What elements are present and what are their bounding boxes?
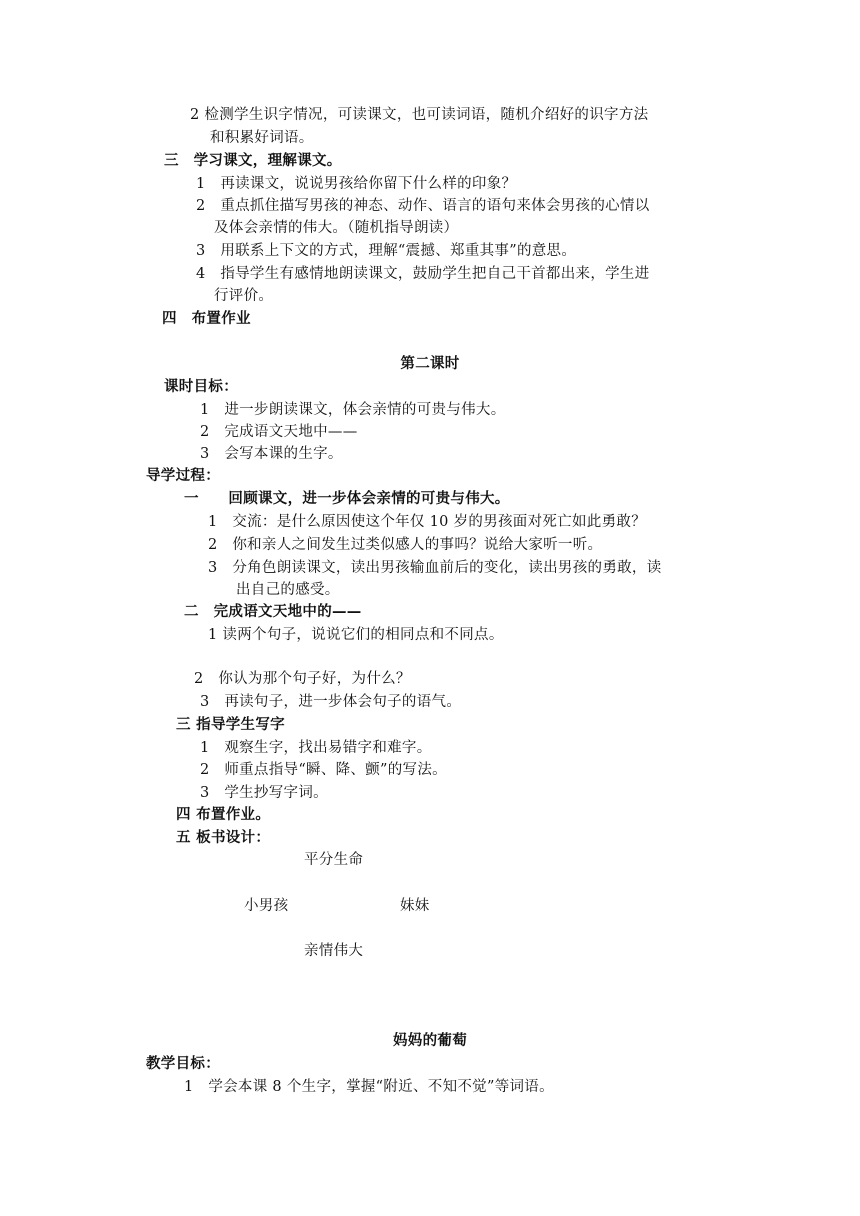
p1-item3-line2: 出自己的感受。 — [236, 582, 340, 598]
section3-title: 三 学习课文，理解课文。 — [164, 153, 342, 169]
p3-item3: 3 学生抄写字词。 — [200, 785, 328, 801]
p1-title: 一 回顾课文，进一步体会亲情的可贵与伟大。 — [184, 491, 510, 507]
p2-item1: 1 读两个句子，说说它们的相同点和不同点。 — [208, 627, 504, 643]
board-right: 妹妹 — [400, 898, 430, 914]
p3-title: 三 指导学生写字 — [176, 717, 285, 733]
board-bottom: 亲情伟大 — [304, 943, 364, 959]
p1-item3-line1: 3 分角色朗读课文，读出男孩输血前后的变化，读出男孩的勇敢，读 — [208, 560, 662, 576]
goal2: 2 完成语文天地中—— — [200, 424, 358, 440]
p4-title: 四 布置作业。 — [176, 807, 271, 823]
next-goals-label: 教学目标： — [146, 1056, 220, 1072]
process-label: 导学过程： — [146, 468, 220, 484]
p3-item2: 2 师重点指导“瞬、降、颤”的写法。 — [200, 762, 447, 778]
lesson2-heading: 第二课时 — [400, 356, 460, 372]
s3-item4-line1: 4 指导学生有感情地朗读课文，鼓励学生把自己干首都出来，学生进 — [196, 266, 650, 282]
p3-item1: 1 观察生字，找出易错字和难字。 — [200, 740, 432, 756]
next-lesson-title: 妈妈的葡萄 — [393, 1033, 467, 1049]
p1-item2: 2 你和亲人之间发生过类似感人的事吗？说给大家听一听。 — [208, 537, 603, 553]
s3-item3: 3 用联系上下文的方式，理解“震撼、郑重其事”的意思。 — [196, 243, 577, 259]
p2-item3: 3 再读句子，进一步体会句子的语气。 — [200, 694, 462, 710]
goal3: 3 会写本课的生字。 — [200, 446, 343, 462]
p1-item1: 1 交流：是什么原因使这个年仅 10 岁的男孩面对死亡如此勇敢？ — [208, 514, 646, 530]
s3-item2-line2: 及体会亲情的伟大。（随机指导朗读） — [214, 220, 459, 236]
s3-item1: 1 再读课文，说说男孩给你留下什么样的印象？ — [196, 176, 517, 192]
item2-line1: 2 检测学生识字情况，可读课文，也可读词语，随机介绍好的识字方法 — [190, 107, 649, 123]
s3-item4-line2: 行评价。 — [214, 288, 274, 304]
board-top: 平分生命 — [304, 852, 364, 868]
p2-item2: 2 你认为那个句子好，为什么？ — [194, 671, 411, 687]
section4-title: 四 布置作业 — [162, 311, 251, 327]
goals-label: 课时目标： — [164, 379, 238, 395]
item2-line2: 和积累好词语。 — [210, 130, 314, 146]
p5-title: 五 板书设计： — [176, 830, 271, 846]
goal1: 1 进一步朗读课文，体会亲情的可贵与伟大。 — [200, 402, 506, 418]
s3-item2-line1: 2 重点抓住描写男孩的神态、动作、语言的语句来体会男孩的心情以 — [196, 198, 650, 214]
p2-title: 二 完成语文天地中的—— — [184, 604, 362, 620]
board-left: 小男孩 — [244, 898, 289, 914]
next-goal1: 1 学会本课 8 个生字，掌握“附近、不知不觉”等词语。 — [184, 1079, 554, 1095]
